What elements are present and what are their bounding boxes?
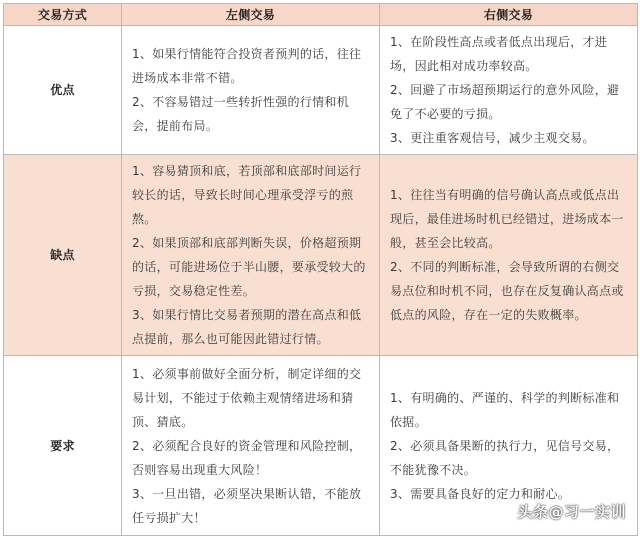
pros-left-item-1: 1、如果行情能符合投资者预判的话，往往进场成本非常不错。 (132, 47, 362, 85)
cons-right-cell (380, 155, 638, 356)
requirements-left-item-2: 2、必须配合良好的资金管理和风险控制，否则容易出现重大风险！ (132, 438, 362, 477)
row-pros (4, 26, 638, 155)
requirements-left-item-3: 3、一旦出错，必须坚决果断认错，不能放任亏损扩大！ (132, 486, 362, 525)
cons-right-item-1: 1、往往当有明确的信号确认高点或低点出现后，最佳进场时机已经错过，进场成本一般，甚至会比较高。 (390, 188, 624, 250)
row-label-cons: 缺点 (4, 155, 122, 356)
row-label-pros: 优点 (4, 26, 122, 155)
cons-left-item-3: 3、如果行情比交易者预期的潜在高点和低点提前，那么也可能因此错过行情。 (132, 308, 362, 346)
pros-right-item-1: 1、在阶段性高点或者低点出现后，才进场，因此相对成功率较高。 (390, 35, 608, 73)
requirements-left-item-1: 1、必须事前做好全面分析，制定详细的交易计划，不能过于依赖主观情绪进场和猜顶、猜底。 (132, 366, 362, 429)
cons-left-item-1: 1、容易猜顶和底，若顶部和底部时间运行较长的话，导致长时间心理承受浮亏的煎熬。 (132, 164, 362, 226)
pros-right-cell (380, 26, 638, 155)
trading-comparison-table (3, 3, 638, 536)
header-trading-method: 交易方式 (4, 4, 122, 26)
pros-right-item-3: 3、更注重客观信号，减少主观交易。 (390, 131, 595, 145)
row-cons (4, 155, 638, 356)
requirements-right-item-2: 2、必须具备果断的执行力，见信号交易，不能犹豫不决。 (390, 438, 620, 477)
requirements-right-item-3: 3、需要具备良好的定力和耐心。 (390, 486, 571, 501)
pros-right-item-2: 2、回避了市场超预期运行的意外风险，避免了不必要的亏损。 (390, 83, 620, 121)
cons-right-item-2: 2、不同的判断标准，会导致所谓的右侧交易点位和时机不同，也存在反复确认高点或低点的风险，存在一定的失败概率。 (390, 260, 624, 322)
pros-left-item-2: 2、不容易错过一些转折性强的行情和机会，提前布局。 (132, 95, 350, 133)
cons-left-item-2: 2、如果顶部和底部判断失误，价格超预期的话，可能进场位于半山腰，要承受较大的亏损，交易稳定性差。 (132, 236, 366, 298)
row-label-requirements: 要求 (4, 356, 122, 536)
requirements-right-item-1: 1、有明确的、严谨的、科学的判断标准和依据。 (390, 390, 620, 429)
watermark-text: 头条@习一实训 (517, 503, 626, 521)
header-left-side: 左侧交易 (122, 4, 380, 26)
header-row (4, 4, 638, 26)
pros-left-cell (122, 26, 380, 155)
cons-left-cell (122, 155, 380, 356)
requirements-left-cell (122, 356, 380, 536)
header-right-side: 右侧交易 (380, 4, 638, 26)
